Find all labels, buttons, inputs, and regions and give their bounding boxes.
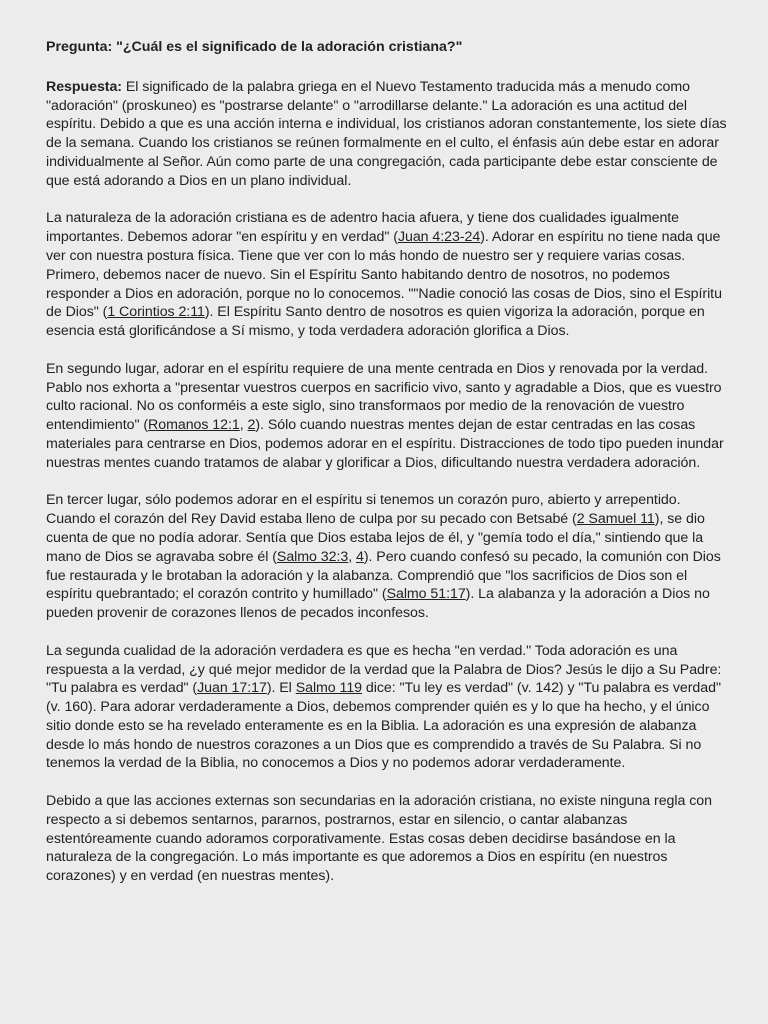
paragraph-4-text-1: En tercer lugar, sólo podemos adorar en el espíritu si tenemos un corazón puro, abierto y arrepentido. Cuando el corazón del Rey David estaba lleno de culpa por su pecado con Betsabé ( bbox=[46, 492, 681, 528]
paragraph-5 bbox=[46, 642, 730, 774]
scripture-link-salmo-32-3[interactable]: Salmo 32:3 bbox=[276, 548, 349, 565]
paragraph-4 bbox=[46, 491, 730, 623]
scripture-link-2-samuel-11[interactable]: 2 Samuel 11 bbox=[576, 511, 655, 528]
scripture-link-romanos-12-1[interactable]: Romanos 12:1 bbox=[148, 417, 240, 434]
question-heading: Pregunta: "¿Cuál es el significado de la adoración cristiana?" bbox=[46, 39, 463, 55]
scripture-link-salmo-119[interactable]: Salmo 119 bbox=[295, 680, 363, 697]
paragraph-2-text-3: ). El Espíritu Santo dentro de nosotros es quien vigoriza la adoración, porque en esencia está glorificándose a Sí mismo, y toda verdadera adoración glorifica a Dios. bbox=[46, 304, 705, 340]
paragraph-4-text-3: ). Pero cuando confesó su pecado, la comunión con Dios fue restaurada y le brotaban la adoración y la alabanza. Comprendió que "los sacrificios de Dios son el espíritu quebrantado; el corazón contrito y humillado" ( bbox=[46, 548, 721, 603]
paragraph-5-text-1: La segunda cualidad de la adoración verdadera es que es hecha "en verdad." Toda adoración es una respuesta a la verdad, ¿y qué mejor medidor de la verdad que la Palabra de Dios? Jesús le dijo a Su Padre: "Tu palabra es verdad" ( bbox=[46, 642, 722, 697]
scripture-link-romanos-12-2[interactable]: 2 bbox=[247, 417, 256, 434]
paragraph-5-text-2: ). El bbox=[266, 680, 296, 697]
answer-label: Respuesta: bbox=[46, 78, 122, 95]
paragraph-6: Debido a que las acciones externas son secundarias en la adoración cristiana, no existe ninguna regla con respecto a si debemos sentarnos, pararnos, postrarnos, estar en silencio, o cantar alabanzas estentóreamente cuando adoramos corporativamente. Estas cosas deben decidirse basándose en la naturaleza de la congregación. Lo más importante es que adoremos a Dios en espíritu (en nuestros corazones) y en verdad (en nuestras mentes). bbox=[46, 793, 712, 885]
paragraph-3-text-1: En segundo lugar, adorar en el espíritu requiere de una mente centrada en Dios y renovada por la verdad. Pablo nos exhorta a "presentar vuestros cuerpos en sacrificio vivo, santo y agradable a Dios, que es vuestro culto racional. No os conforméis a este siglo, sino transformaos por medio de la renovación de vuestro entendimiento" ( bbox=[46, 360, 722, 434]
paragraph-2 bbox=[46, 209, 730, 341]
paragraph-5-text-3: dice: "Tu ley es verdad" (v. 142) y "Tu palabra es verdad" (v. 160). Para adorar verdaderamente a Dios, debemos comprender quién es y lo que ha hecho, y el único sitio donde esto se ha revelado enteramente es en la Biblia. La adoración es una expresión de alabanza desde lo más hondo de nuestros corazones a un Dios que es comprendido a través de Su Palabra. Si no tenemos la verdad de la Biblia, no conocemos a Dios y no podemos adorar verdaderamente. bbox=[46, 680, 721, 772]
scripture-link-juan-4-23-24[interactable]: Juan 4:23-24 bbox=[397, 229, 481, 246]
paragraph-3 bbox=[46, 360, 730, 473]
scripture-link-salmo-51-17[interactable]: Salmo 51:17 bbox=[386, 586, 466, 603]
scripture-link-juan-17-17[interactable]: Juan 17:17 bbox=[197, 680, 267, 697]
paragraph-1 bbox=[46, 78, 730, 191]
paragraph-3-text-2: ). Sólo cuando nuestras mentes dejan de estar centradas en las cosas materiales para centrarse en Dios, podemos adorar en el espíritu. Distracciones de todo tipo pueden inundar nuestras mentes cuando tratamos de alabar y glorificar a Dios, dificultando nuestra verdadera adoración. bbox=[46, 417, 724, 471]
paragraph-2-text-1: La naturaleza de la adoración cristiana es de adentro hacia afuera, y tiene dos cualidades igualmente importantes. Debemos adorar "en espíritu y en verdad" ( bbox=[46, 210, 680, 246]
scripture-link-1-corintios-2-11[interactable]: 1 Corintios 2:11 bbox=[107, 304, 205, 321]
paragraph-1-text: El significado de la palabra griega en el Nuevo Testamento traducida más a menudo como "adoración" (proskuneo) es "postrarse delante" o "arrodillarse delante." La adoración es una actitud del espíritu. Debido a que es una acción interna e individual, los cristianos adoran constantemente, los siete días de la semana. Cuando los cristianos se reúnen formalmente en el culto, el énfasis aún debe estar en adorar individualmente al Señor. Aún como parte de una congregación, cada participante debe estar consciente de que está adorando a Dios en un plano individual. bbox=[46, 78, 727, 189]
paragraph-4-text-2: ), se dio cuenta de que no podía adorar. Sentía que Dios estaba lejos de él, y "gemía todo el día," sintiendo que la mano de Dios se agravaba sobre él ( bbox=[46, 511, 705, 565]
paragraph-4-text-4: ). La alabanza y la adoración a Dios no pueden provenir de corazones llenos de pecados inconfesos. bbox=[46, 586, 710, 622]
scripture-link-salmo-32-4[interactable]: 4 bbox=[355, 548, 364, 565]
reference-separator: , bbox=[239, 417, 248, 434]
paragraph-2-text-2: ). Adorar en espíritu no tiene nada que ver con nuestra postura física. Tiene que ver con lo más hondo de nuestro ser y requiere varias cosas. Primero, debemos nacer de nuevo. Sin el Espíritu Santo habitando dentro de nosotros, no podemos responder a Dios en adoración, porque no lo conocemos. ""Nadie conoció las cosas de Dios, sino el Espíritu de Dios" ( bbox=[46, 229, 722, 321]
reference-separator: , bbox=[348, 548, 356, 565]
